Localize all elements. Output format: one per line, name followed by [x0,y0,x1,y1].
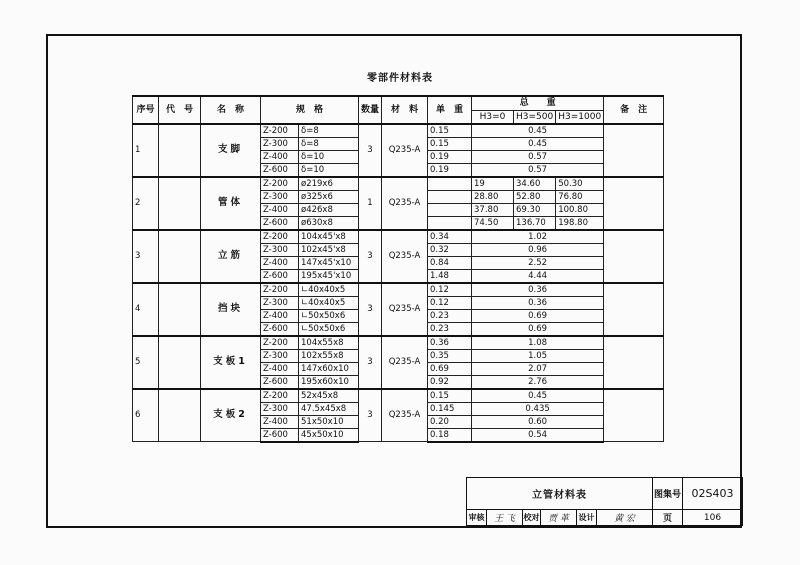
seq-cell: 4 [133,283,159,336]
review-signature: 王 飞 [487,510,523,526]
header-h1000: H3=1000 [556,110,604,124]
total-weight-cell: 2.52 [472,256,604,269]
code-cell [159,283,201,336]
total-h500-cell: 34.60 [514,177,556,191]
header-material: 材 料 [382,96,428,124]
unit-weight-cell: 0.23 [428,309,472,322]
model-cell: Z-200 [261,177,299,191]
material-cell: Q235-A [382,177,428,230]
total-weight-cell: 1.08 [472,336,604,350]
model-cell: Z-200 [261,124,299,138]
total-weight-cell: 0.96 [472,243,604,256]
design-label: 设计 [577,510,597,526]
total-weight-cell: 2.76 [472,375,604,389]
unit-weight-cell: 0.12 [428,296,472,309]
model-cell: Z-200 [261,389,299,403]
spec-cell: 102x45'x8 [299,243,359,256]
header-code: 代 号 [159,96,201,124]
unit-weight-cell: 0.19 [428,163,472,177]
seq-cell: 5 [133,336,159,389]
unit-weight-cell: 0.15 [428,389,472,403]
unit-weight-cell: 1.48 [428,269,472,283]
total-weight-cell: 0.69 [472,322,604,336]
table-title: 零部件材料表 [367,73,433,84]
total-h500-cell: 69.30 [514,203,556,216]
total-h1000-cell: 198.80 [556,216,604,230]
name-cell: 支板1 [201,336,261,389]
drawing-title: 立管材料表 [467,478,653,510]
total-weight-cell: 0.57 [472,163,604,177]
spec-cell: δ=8 [299,124,359,138]
spec-cell: 102x55x8 [299,349,359,362]
qty-cell: 3 [359,336,382,389]
total-weight-cell: 1.02 [472,230,604,244]
header-total-weight: 总 重 [472,96,604,110]
model-cell: Z-300 [261,190,299,203]
spec-cell: ø219x6 [299,177,359,191]
spec-cell: ø426x8 [299,203,359,216]
table-row [133,283,664,297]
unit-weight-cell: 0.20 [428,415,472,428]
unit-weight-cell: 0.18 [428,428,472,442]
material-cell: Q235-A [382,389,428,442]
spec-cell: δ=10 [299,150,359,163]
atlas-number: 02S403 [683,478,743,510]
header-seq: 序号 [133,96,159,124]
model-cell: Z-400 [261,309,299,322]
remark-cell [604,230,664,283]
name-cell: 挡块 [201,283,261,336]
table-row [133,336,664,350]
seq-cell: 1 [133,124,159,177]
qty-cell: 3 [359,283,382,336]
total-weight-cell: 1.05 [472,349,604,362]
seq-cell: 2 [133,177,159,230]
unit-weight-cell: 0.92 [428,375,472,389]
model-cell: Z-300 [261,296,299,309]
model-cell: Z-600 [261,216,299,230]
unit-weight-cell [428,177,472,191]
unit-weight-cell: 0.15 [428,137,472,150]
remark-cell [604,389,664,442]
model-cell: Z-600 [261,163,299,177]
total-weight-cell: 0.45 [472,137,604,150]
remark-cell [604,177,664,230]
remark-cell [604,283,664,336]
table-row [133,389,664,403]
name-cell: 支脚 [201,124,261,177]
spec-cell: ∟50x50x6 [299,309,359,322]
model-cell: Z-200 [261,283,299,297]
check-label: 校对 [523,510,541,526]
seq-cell: 3 [133,230,159,283]
header-remark: 备 注 [604,96,664,124]
material-cell: Q235-A [382,336,428,389]
unit-weight-cell: 0.145 [428,402,472,415]
material-cell: Q235-A [382,124,428,177]
table-row [133,230,664,244]
code-cell [159,336,201,389]
spec-cell: ø630x8 [299,216,359,230]
total-weight-cell: 0.36 [472,283,604,297]
qty-cell: 3 [359,124,382,177]
unit-weight-cell: 0.69 [428,362,472,375]
model-cell: Z-200 [261,336,299,350]
code-cell [159,124,201,177]
code-cell [159,389,201,442]
table-row [133,177,664,191]
total-weight-cell: 4.44 [472,269,604,283]
unit-weight-cell: 0.19 [428,150,472,163]
model-cell: Z-400 [261,362,299,375]
header-h0: H3=0 [472,110,514,124]
unit-weight-cell: 0.32 [428,243,472,256]
review-label: 审核 [467,510,487,526]
spec-cell: 147x45'x10 [299,256,359,269]
page-label: 页 [653,510,683,526]
model-cell: Z-400 [261,150,299,163]
header-unit-weight: 单 重 [428,96,472,124]
unit-weight-cell [428,216,472,230]
model-cell: Z-600 [261,269,299,283]
title-block [466,477,743,526]
total-weight-cell: 0.57 [472,150,604,163]
unit-weight-cell: 0.12 [428,283,472,297]
total-h1000-cell: 50.30 [556,177,604,191]
check-signature: 贾 革 [541,510,577,526]
unit-weight-cell: 0.84 [428,256,472,269]
spec-cell: 104x55x8 [299,336,359,350]
spec-cell: 52x45x8 [299,389,359,403]
remark-cell [604,124,664,177]
total-h0-cell: 19 [472,177,514,191]
unit-weight-cell: 0.15 [428,124,472,138]
name-cell: 支板2 [201,389,261,442]
material-cell: Q235-A [382,230,428,283]
model-cell: Z-200 [261,230,299,244]
code-cell [159,177,201,230]
unit-weight-cell: 0.36 [428,336,472,350]
model-cell: Z-300 [261,402,299,415]
spec-cell: 45x50x10 [299,428,359,442]
unit-weight-cell: 0.35 [428,349,472,362]
spec-cell: 47.5x45x8 [299,402,359,415]
total-h0-cell: 37.80 [472,203,514,216]
model-cell: Z-400 [261,203,299,216]
qty-cell: 3 [359,389,382,442]
qty-cell: 3 [359,230,382,283]
spec-cell: δ=10 [299,163,359,177]
unit-weight-cell: 0.34 [428,230,472,244]
spec-cell: ø325x6 [299,190,359,203]
total-h0-cell: 28.80 [472,190,514,203]
spec-cell: 195x60x10 [299,375,359,389]
header-spec: 规 格 [261,96,359,124]
spec-cell: 195x45'x10 [299,269,359,283]
spec-cell: 104x45'x8 [299,230,359,244]
spec-cell: 147x60x10 [299,362,359,375]
total-weight-cell: 0.45 [472,389,604,403]
code-cell [159,230,201,283]
model-cell: Z-600 [261,428,299,442]
unit-weight-cell [428,190,472,203]
total-h500-cell: 52.80 [514,190,556,203]
header-name: 名 称 [201,96,261,124]
atlas-label: 图集号 [653,478,683,510]
header-h500: H3=500 [514,110,556,124]
unit-weight-cell: 0.23 [428,322,472,336]
model-cell: Z-300 [261,243,299,256]
page-number: 106 [683,510,743,526]
model-cell: Z-400 [261,415,299,428]
spec-cell: ∟40x40x5 [299,296,359,309]
design-signature: 黄 宏 [597,510,653,526]
model-cell: Z-600 [261,375,299,389]
total-h1000-cell: 100.80 [556,203,604,216]
total-weight-cell: 0.45 [472,124,604,138]
model-cell: Z-300 [261,137,299,150]
header-qty: 数量 [359,96,382,124]
total-h500-cell: 136.70 [514,216,556,230]
seq-cell: 6 [133,389,159,442]
spec-cell: 51x50x10 [299,415,359,428]
total-weight-cell: 0.435 [472,402,604,415]
name-cell: 立筋 [201,230,261,283]
total-weight-cell: 0.54 [472,428,604,442]
spec-cell: δ=8 [299,137,359,150]
total-weight-cell: 0.60 [472,415,604,428]
unit-weight-cell [428,203,472,216]
spec-cell: ∟40x40x5 [299,283,359,297]
total-weight-cell: 2.07 [472,362,604,375]
spec-cell: ∟50x50x6 [299,322,359,336]
parts-material-table [132,95,664,443]
table-row [133,124,664,138]
total-h0-cell: 74.50 [472,216,514,230]
qty-cell: 1 [359,177,382,230]
model-cell: Z-600 [261,322,299,336]
total-weight-cell: 0.69 [472,309,604,322]
total-h1000-cell: 76.80 [556,190,604,203]
model-cell: Z-400 [261,256,299,269]
material-cell: Q235-A [382,283,428,336]
total-weight-cell: 0.36 [472,296,604,309]
model-cell: Z-300 [261,349,299,362]
name-cell: 管体 [201,177,261,230]
remark-cell [604,336,664,389]
